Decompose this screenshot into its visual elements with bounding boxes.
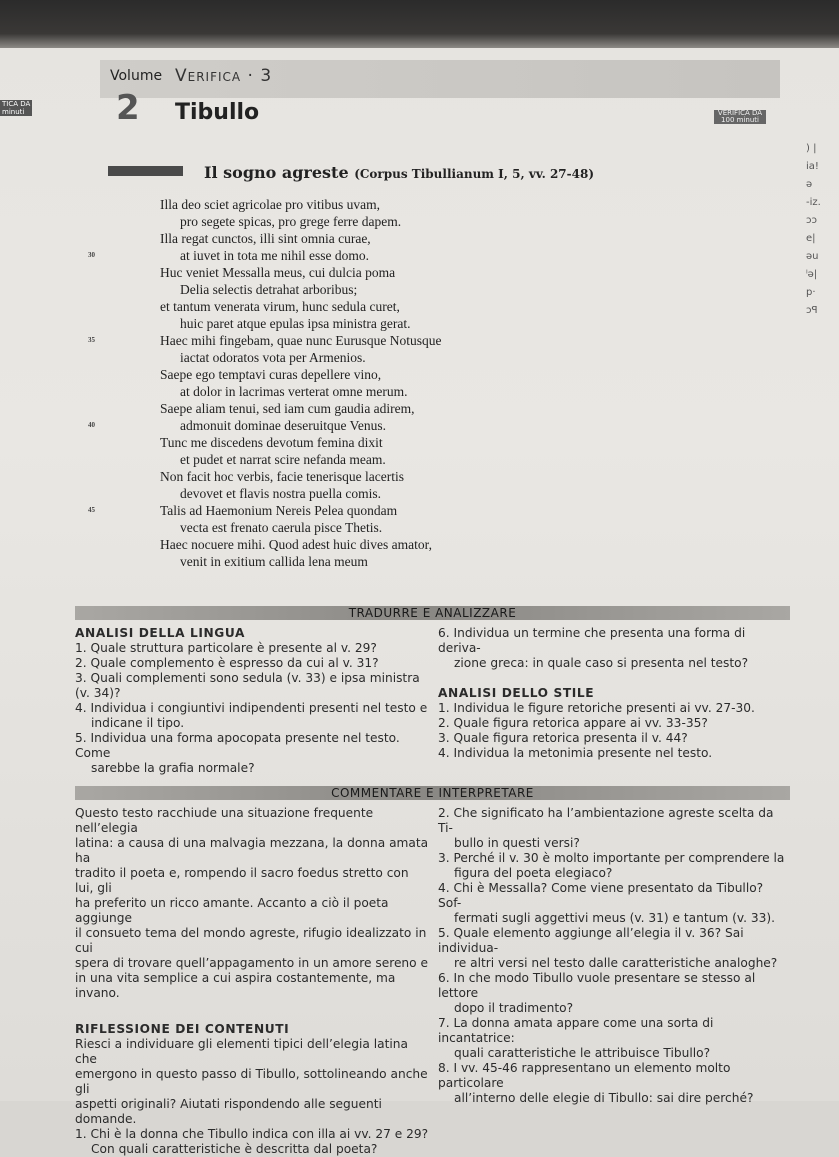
section-heading: ANALISI DELLA LINGUA [75,626,246,640]
poem-line [160,366,442,383]
verse-text: Tunc me discedens devotum femina dixit [160,435,383,450]
list-item: 3. Perché il v. 30 è molto importante per comprendere la [438,851,785,865]
verse-text: at iuvet in tota me nihil esse domo. [180,248,369,263]
left-tab: TICA DA minuti [2,100,31,116]
section-band-tradurre: TRADURRE E ANALIZZARE [75,606,790,620]
list-item: 6. In che modo Tibullo vuole presentare se stesso al lettore [438,971,756,1000]
verifica-label: Verifica · 3 [175,66,273,86]
list-item: re altri versi nel testo dalle caratteristiche analoghe? [454,956,778,970]
analisi-right [438,626,790,761]
section-heading: ANALISI DELLO STILE [438,686,595,700]
list-item: 4. Chi è Messalla? Come viene presentato da Tibullo? Sof- [438,881,764,910]
list-item: Con quali caratteristiche è descritta dal poeta? [91,1142,378,1156]
list-item: 4. Individua i congiuntivi indipendenti presenti nel testo e [75,701,428,715]
list-item: 2. Che significato ha l’ambientazione agreste scelta da Ti- [438,806,774,835]
poem-line [160,230,442,247]
paragraph-line: spera di trovare quell’appagamento in un amore sereno e [75,956,428,970]
verse-text: iactat odoratos vota per Armenios. [180,350,366,365]
paragraph-line: Riesci a individuare gli elementi tipici dell’elegia latina che [75,1037,408,1066]
poem-line [160,434,442,451]
list-item: 2. Quale figura retorica appare ai vv. 33-35? [438,716,708,730]
list-item: 5. Individua una forma apocopata presente nel testo. Come [75,731,400,760]
verse-text: Talis ad Haemonium Nereis Pelea quondam [160,503,398,518]
verse-text: Haec mihi fingebam, quae nunc Eurusque Notusque [160,333,442,348]
line-number: 40 [88,421,95,429]
list-item: 7. La donna amata appare come una sorta di incantatrice: [438,1016,714,1045]
line-number: 45 [88,506,95,514]
poem-line [160,519,442,536]
commentare-left [75,806,430,1157]
verse-text: devovet et flavis nostra puella comis. [180,486,381,501]
section-band-commentare: COMMENTARE E INTERPRETARE [75,786,790,800]
list-item: bullo in questi versi? [454,836,580,850]
poem-line [160,315,442,332]
chapter-number: 2 [116,88,140,128]
list-item: indicane il tipo. [91,716,185,730]
paragraph-line: il consueto tema del mondo agreste, rifugio idealizzato in cui [75,926,427,955]
line-number: 30 [88,251,95,259]
verse-text: Huc veniet Messalla meus, cui dulcia poma [160,265,396,280]
poem-line [160,383,442,400]
list-item: 2. Quale complemento è espresso da cui al v. 31? [75,656,379,670]
commentare-right [438,806,790,1106]
list-item: 4. Individua la metonimia presente nel testo. [438,746,713,760]
paragraph-line: tradito il poeta e, rompendo il sacro foedus stretto con lui, gli [75,866,409,895]
poem-source: (Corpus Tibullianum I, 5, vv. 27-48) [354,167,595,181]
paragraph-line: ha preferito un ricco amante. Accanto a ciò il poeta aggiunge [75,896,389,925]
poem-line [88,502,442,519]
list-item: 3. Quale figura retorica presenta il v. 44? [438,731,688,745]
list-item: quali caratteristiche le attribuisce Tibullo? [454,1046,711,1060]
author-title: Tibullo [175,100,260,125]
poem-title: Il sogno agreste (Corpus Tibullianum I, 5, vv. 27-48) [204,163,595,182]
poem-line [160,485,442,502]
verse-text: Illa regat cunctos, illi sint omnia curae, [160,231,371,246]
time-badge: VERIFICA DA 100 minuti [714,110,766,124]
list-item: 6. Individua un termine che presenta una forma di deriva- [438,626,746,655]
poem-line [160,213,442,230]
poem-line [88,417,442,434]
verse-text: Illa deo sciet agricolae pro vitibus uvam, [160,197,381,212]
list-item: fermati sugli aggettivi meus (v. 31) e tantum (v. 33). [454,911,775,925]
list-item: sarebbe la grafia normale? [91,761,255,775]
list-item: 1. Individua le figure retoriche presenti ai vv. 27-30. [438,701,755,715]
poem-text [88,196,442,570]
list-item: 1. Chi è la donna che Tibullo indica con illa ai vv. 27 e 29? [75,1127,429,1141]
verse-text: pro segete spicas, pro grege ferre dapem. [180,214,402,229]
list-item: 5. Quale elemento aggiunge all’elegia il v. 36? Sai individua- [438,926,744,955]
poem-line [160,196,442,213]
poem-line [160,536,442,553]
verse-text: Non facit hoc verbis, facie tenerisque lacertis [160,469,405,484]
list-item: 3. Quali complementi sono sedula (v. 33) e ipsa ministra (v. 34)? [75,671,420,700]
poem-line [160,553,442,570]
verse-text: Saepe ego temptavi curas depellere vino, [160,367,382,382]
poem-line [160,349,442,366]
paragraph-line: emergono in questo passo di Tibullo, sottolineando anche gli [75,1067,428,1096]
poem-line [160,264,442,281]
poem-line [160,468,442,485]
list-item: figura del poeta elegiaco? [454,866,613,880]
verse-text: et pudet et narrat scire nefanda meam. [180,452,386,467]
poem-line [160,298,442,315]
verse-text: venit in exitium callida lena meum [180,554,368,569]
verse-text: Delia selectis detrahat arboribus; [180,282,358,297]
list-item: 8. I vv. 45-46 rappresentano un elemento molto particolare [438,1061,731,1090]
list-item: all’interno delle elegie di Tibullo: sai dire perché? [454,1091,754,1105]
verse-text: vecta est frenato caerula pisce Thetis. [180,520,383,535]
verse-text: Saepe aliam tenui, sed iam cum gaudia adirem, [160,401,415,416]
volume-label: Volume [110,68,163,84]
verse-text: huic paret atque epulas ipsa ministra gerat. [180,316,411,331]
poem-line [160,451,442,468]
dark-top-edge [0,0,839,48]
paragraph-line: Questo testo racchiude una situazione frequente nell’elegia [75,806,374,835]
analisi-lingua [75,626,430,776]
line-number: 35 [88,336,95,344]
verse-text: at dolor in lacrimas verterat omne merum. [180,384,408,399]
paragraph-line: in una vita semplice a cui aspira costantemente, ma invano. [75,971,396,1000]
verse-text: admonuit dominae deseruitque Venus. [180,418,386,433]
section-heading: RIFLESSIONE DEI CONTENUTI [75,1022,290,1036]
poem-line [88,247,442,264]
list-item: zione greca: in quale caso si presenta nel testo? [454,656,749,670]
paragraph-line: aspetti originali? Aiutati rispondendo alle seguenti domande. [75,1097,382,1126]
list-item: dopo il tradimento? [454,1001,574,1015]
verse-text: et tantum venerata virum, hunc sedula curet, [160,299,400,314]
poem-line [160,400,442,417]
section-marker-bar [108,166,183,176]
right-margin-marks: ) | ia! ə -iz. ᴐᴐ e| əu ˡə| p· ᴐꟼ [806,143,821,316]
poem-line [160,281,442,298]
paragraph-line: latina: a causa di una malvagia mezzana, la donna amata ha [75,836,429,865]
list-item: 1. Quale struttura particolare è presente al v. 29? [75,641,377,655]
poem-line [88,332,442,349]
verse-text: Haec nocuere mihi. Quod adest huic dives amator, [160,537,432,552]
